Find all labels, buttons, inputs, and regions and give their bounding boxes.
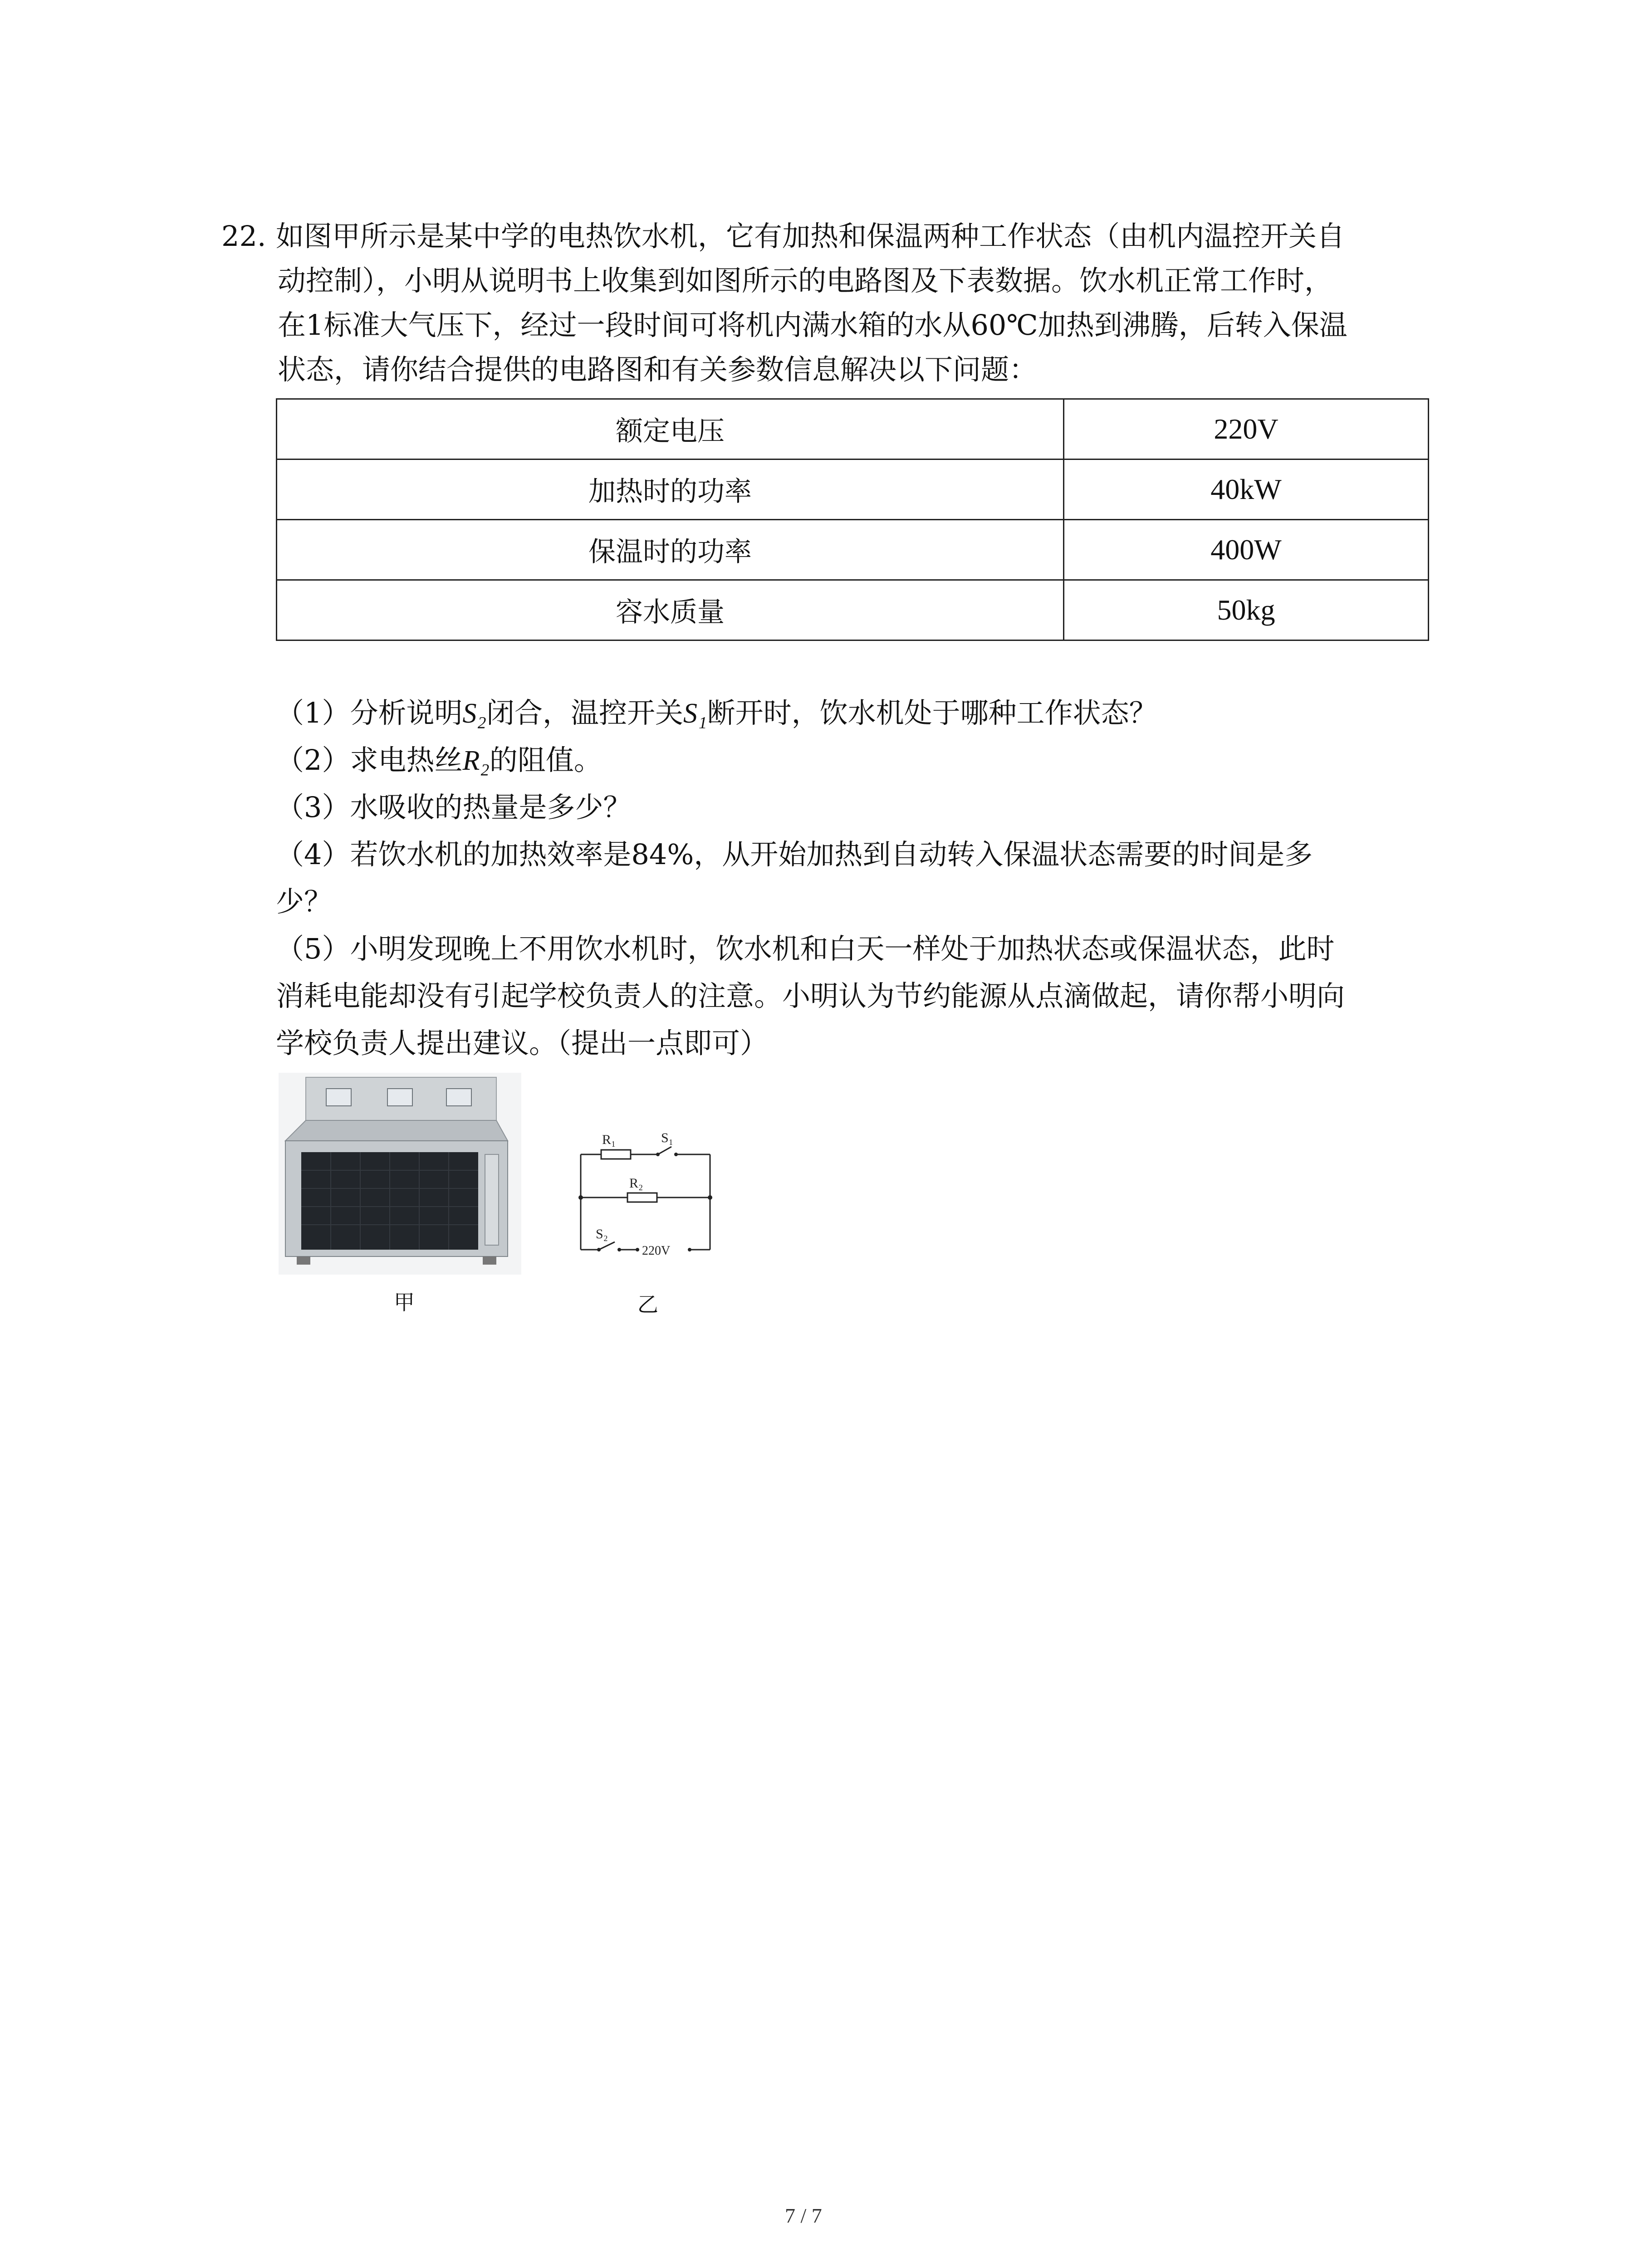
sub-questions (276, 689, 1455, 1067)
table-cell-label: 容水质量 (277, 580, 1064, 640)
table-cell-value: 220V (1064, 399, 1429, 459)
table-cell-value: 50kg (1064, 580, 1429, 640)
variable: S₂ (462, 698, 487, 729)
label-s2: S₂ (596, 1227, 608, 1242)
text-segment: （2）求电热丝 (276, 743, 463, 777)
sub-question-5-cont: 学校负责人提出建议。（提出一点即可） (276, 1026, 769, 1060)
sub-question-5: （5）小明发现晚上不用饮水机时，饮水机和白天一样处于加热状态或保温状态，此时 (276, 932, 1335, 965)
text-segment: 的阻值。 (489, 743, 602, 777)
water-dispenser-photo (279, 1073, 521, 1275)
text-segment: （1）分析说明 (276, 696, 463, 729)
text-segment: 闭合，温控开关 (486, 696, 684, 729)
table-cell-label: 额定电压 (277, 399, 1064, 459)
sub-question-5-cont: 消耗电能却没有引起学校负责人的注意。小明认为节约能源从点滴做起，请你帮小明向 (276, 979, 1345, 1012)
question-line: 状态，请你结合提供的电路图和有关参数信息解决以下问题： (278, 353, 1038, 386)
variable: R₂ (462, 745, 490, 776)
question-number: 22. (221, 220, 266, 253)
sub-question-4-cont: 少？ (276, 885, 333, 918)
label-r1: R₁ (602, 1132, 616, 1147)
sub-question-4: （4）若饮水机的加热效率是84%，从开始加热到自动转入保温状态需要的时间是多 (276, 838, 1313, 871)
parameter-table (276, 398, 1429, 641)
sub-question-2 (276, 737, 1455, 784)
question-text (222, 214, 1447, 392)
table-cell-value: 40kW (1064, 459, 1429, 520)
table-cell-value: 400W (1064, 520, 1429, 580)
circuit-diagram (574, 1129, 719, 1266)
table-cell-label: 加热时的功率 (277, 459, 1064, 520)
table-row (277, 399, 1429, 459)
sub-question-1 (276, 689, 1455, 737)
circuit-caption: 乙 (637, 1292, 658, 1317)
label-voltage: 220V (642, 1244, 671, 1258)
question-line: 如图甲所示是某中学的电热饮水机，它有加热和保温两种工作状态（由机内温控开关自 (276, 220, 1345, 253)
label-s1: S₁ (661, 1130, 674, 1145)
table-row (277, 459, 1429, 520)
sub-question-3: （3）水吸收的热量是多少？ (276, 791, 632, 824)
label-r2: R₂ (629, 1176, 643, 1191)
table-row (277, 580, 1429, 640)
photo-caption: 甲 (394, 1290, 415, 1315)
table-row (277, 520, 1429, 580)
question-line: 在1标准大气压下，经过一段时间可将机内满水箱的水从60℃加热到沸腾，后转入保温 (278, 308, 1347, 342)
variable: S₁ (683, 698, 707, 729)
table-cell-label: 保温时的功率 (277, 520, 1064, 580)
question-line: 动控制），小明从说明书上收集到如图所示的电路图及下表数据。饮水机正常工作时， (278, 264, 1333, 297)
page-number: 7 / 7 (785, 2204, 822, 2227)
text-segment: 断开时，饮水机处于哪种工作状态？ (707, 696, 1157, 729)
